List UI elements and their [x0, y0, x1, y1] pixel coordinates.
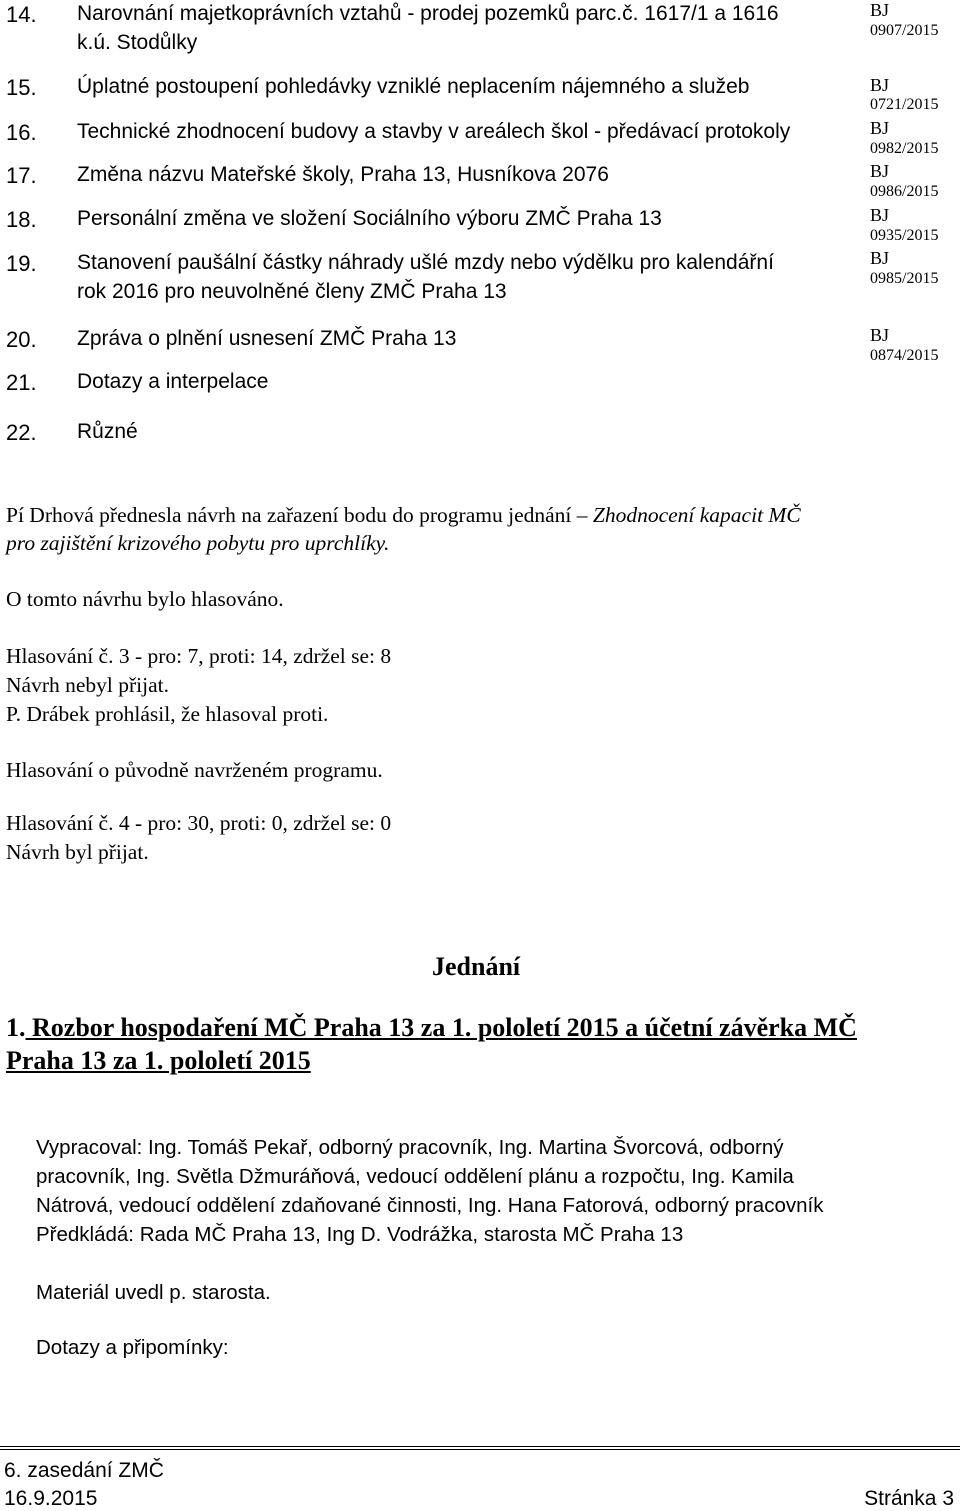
- agenda-item-code: 0907/2015: [870, 22, 939, 39]
- vote4-outcome: Návrh byl přijat.: [6, 840, 149, 864]
- agenda-item-number: 17.: [6, 163, 37, 188]
- agenda-item-text: Zpráva o plnění usnesení ZMČ Praha 13: [77, 327, 457, 350]
- agenda-item-code: 0985/2015: [870, 270, 939, 287]
- vote3-result: Hlasování č. 3 - pro: 7, proti: 14, zdržel se: 8: [6, 644, 392, 668]
- footer-session: 6. zasedání ZMČ: [4, 1459, 164, 1482]
- prepared-by-line: Vypracoval: Ing. Tomáš Pekař, odborný pracovník, Ing. Martina Švorcová, odborný: [36, 1136, 784, 1159]
- footer-page-number: Stránka 3: [864, 1487, 954, 1510]
- agenda-item-bj: BJ: [870, 75, 890, 95]
- agenda-item-text: Různé: [77, 420, 138, 443]
- presented-by-line: Předkládá: Rada MČ Praha 13, Ing D. Vodrážka, starosta MČ Praha 13: [36, 1223, 684, 1246]
- agenda-item-bj: BJ: [870, 0, 890, 20]
- proposal-intro: Pí Drhová přednesla návrh na zařazení bodu do programu jednání –: [6, 503, 588, 527]
- questions-heading: Dotazy a připomínky:: [36, 1336, 229, 1359]
- vote4-result: Hlasování č. 4 - pro: 30, proti: 0, zdržel se: 0: [6, 811, 392, 835]
- agenda-point-title-line2: Praha 13 za 1. pololetí 2015: [6, 1046, 311, 1075]
- agenda-point-title: [6, 1013, 857, 1043]
- footer-date: 16.9.2015: [4, 1487, 98, 1510]
- agenda-item-number: 16.: [6, 120, 37, 145]
- proposal-topic: Zhodnocení kapacit MČ: [592, 503, 801, 527]
- proposal-topic-continued: pro zajištění krizového pobytu pro uprchlíky.: [6, 531, 390, 555]
- agenda-item-bj: BJ: [870, 118, 890, 138]
- vote3-outcome: Návrh nebyl přijat.: [6, 673, 169, 697]
- footer-divider: [0, 1446, 960, 1447]
- agenda-item-text: Stanovení paušální částky náhrady ušlé mzdy nebo výdělku pro kalendářní: [77, 251, 774, 274]
- agenda-item-number: 15.: [6, 75, 37, 100]
- agenda-item-code: 0986/2015: [870, 183, 939, 200]
- agenda-item-number: 18.: [6, 207, 37, 232]
- agenda-item-text: Změna názvu Mateřské školy, Praha 13, Husníkova 2076: [77, 163, 609, 186]
- prepared-by-line: pracovník, Ing. Světla Džmuráňová, vedoucí oddělení plánu a rozpočtu, Ing. Kamila: [36, 1165, 794, 1188]
- agenda-item-bj: BJ: [870, 161, 890, 181]
- vote3-note: P. Drábek prohlásil, že hlasoval proti.: [6, 702, 329, 726]
- agenda-point-number: 1.: [6, 1013, 26, 1042]
- footer-divider-inner: [0, 1449, 960, 1450]
- original-program-vote: Hlasování o původně navrženém programu.: [6, 758, 383, 782]
- agenda-item-text: k.ú. Stodůlky: [77, 31, 198, 54]
- agenda-item-text: rok 2016 pro neuvolněné členy ZMČ Praha 13: [77, 280, 507, 303]
- agenda-item-bj: BJ: [870, 248, 890, 268]
- agenda-item-code: 0874/2015: [870, 347, 939, 364]
- agenda-item-text: Narovnání majetkoprávních vztahů - prodej pozemků parc.č. 1617/1 a 1616: [77, 2, 779, 25]
- prepared-by-line: Nátrová, vedoucí oddělení zdaňované činnosti, Ing. Hana Fatorová, odborný pracovník: [36, 1194, 824, 1217]
- agenda-item-number: 14.: [6, 2, 37, 27]
- agenda-item-text: Dotazy a interpelace: [77, 370, 269, 393]
- agenda-item-number: 21.: [6, 370, 37, 395]
- vote-note: O tomto návrhu bylo hlasováno.: [6, 587, 284, 611]
- introduced-by: Materiál uvedl p. starosta.: [36, 1281, 271, 1304]
- agenda-item-code: 0721/2015: [870, 96, 939, 113]
- agenda-point-title-line1: Rozbor hospodaření MČ Praha 13 za 1. pololetí 2015 a účetní závěrka MČ: [32, 1013, 857, 1042]
- agenda-item-text: Technické zhodnocení budovy a stavby v areálech škol - předávací protokoly: [77, 120, 791, 143]
- agenda-item-text: Úplatné postoupení pohledávky vzniklé neplacením nájemného a služeb: [77, 75, 750, 98]
- agenda-item-bj: BJ: [870, 325, 890, 345]
- proposal-paragraph: [6, 503, 801, 528]
- agenda-item-code: 0935/2015: [870, 227, 939, 244]
- agenda-item-text: Personální změna ve složení Sociálního výboru ZMČ Praha 13: [77, 207, 662, 230]
- agenda-item-bj: BJ: [870, 205, 890, 225]
- agenda-item-code: 0982/2015: [870, 140, 939, 157]
- agenda-item-number: 22.: [6, 420, 37, 445]
- agenda-item-number: 20.: [6, 327, 37, 352]
- agenda-item-number: 19.: [6, 251, 37, 276]
- section-heading: Jednání: [432, 952, 521, 981]
